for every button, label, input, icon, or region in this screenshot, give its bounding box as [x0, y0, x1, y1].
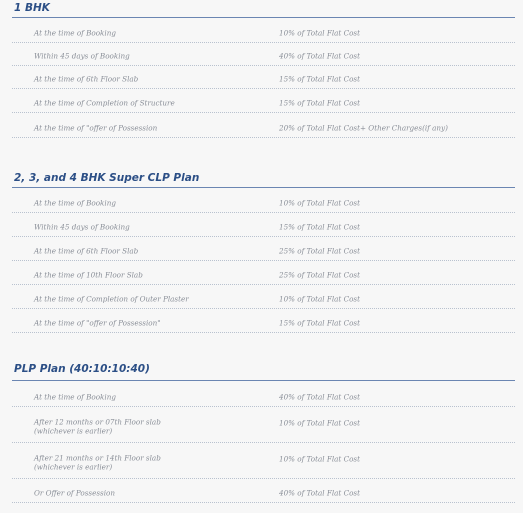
stage-cell: At the time of "offer of Possession": [34, 317, 161, 327]
payment-cell: 40% of Total Flat Cost: [279, 51, 360, 61]
stage-cell: After 21 months or 14th Floor slab (whichever is earlier): [34, 453, 161, 472]
stage-cell: At the time of Booking: [34, 28, 116, 38]
table-row: [12, 241, 515, 261]
table-row: [12, 447, 515, 479]
stage-cell: At the time of 10th Floor Slab: [34, 269, 143, 279]
section-rule: [12, 380, 515, 381]
stage-cell: Within 45 days of Booking: [34, 221, 130, 231]
stage-cell: At the time of Booking: [34, 392, 116, 402]
stage-cell: Within 45 days of Booking: [34, 51, 130, 61]
table-row: [12, 94, 515, 113]
stage-cell: Or Offer of Possession: [34, 487, 115, 497]
table-row: [12, 194, 515, 213]
payment-cell: 15% of Total Flat Cost: [279, 98, 360, 108]
section-title: 1 BHK: [14, 2, 50, 14]
table-row: [12, 483, 515, 503]
table-row: [12, 313, 515, 333]
table-row: [12, 265, 515, 285]
payment-cell: 10% of Total Flat Cost: [279, 418, 360, 428]
section-title: 2, 3, and 4 BHK Super CLP Plan: [14, 172, 200, 184]
table-row: [12, 118, 515, 138]
stage-cell: At the time of Booking: [34, 198, 116, 208]
stage-cell: At the time of Completion of Structure: [34, 98, 175, 108]
table-row: [12, 70, 515, 89]
table-row: [12, 47, 515, 66]
stage-cell: At the time of 6th Floor Slab: [34, 245, 139, 255]
payment-cell: 25% of Total Flat Cost: [279, 269, 360, 279]
payment-cell: 20% of Total Flat Cost+ Other Charges(if any): [279, 122, 448, 132]
payment-cell: 15% of Total Flat Cost: [279, 74, 360, 84]
payment-cell: 40% of Total Flat Cost: [279, 392, 360, 402]
payment-cell: 10% of Total Flat Cost: [279, 198, 360, 208]
section-rule: [12, 17, 515, 18]
payment-cell: 40% of Total Flat Cost: [279, 487, 360, 497]
stage-cell: After 12 months or 07th Floor slab (whichever is earlier): [34, 417, 161, 436]
stage-cell: At the time of 6th Floor Slab: [34, 74, 139, 84]
payment-cell: 15% of Total Flat Cost: [279, 221, 360, 231]
payment-cell: 25% of Total Flat Cost: [279, 245, 360, 255]
payment-cell: 10% of Total Flat Cost: [279, 28, 360, 38]
stage-cell: At the time of "offer of Possession: [34, 122, 158, 132]
stage-cell: At the time of Completion of Outer Plaster: [34, 293, 189, 303]
table-row: [12, 24, 515, 43]
table-row: [12, 217, 515, 237]
payment-cell: 10% of Total Flat Cost: [279, 454, 360, 464]
table-row: [12, 289, 515, 309]
table-row: [12, 388, 515, 407]
table-row: [12, 411, 515, 443]
payment-cell: 15% of Total Flat Cost: [279, 317, 360, 327]
section-rule: [12, 187, 515, 188]
section-title: PLP Plan (40:10:10:40): [14, 363, 150, 375]
payment-cell: 10% of Total Flat Cost: [279, 293, 360, 303]
